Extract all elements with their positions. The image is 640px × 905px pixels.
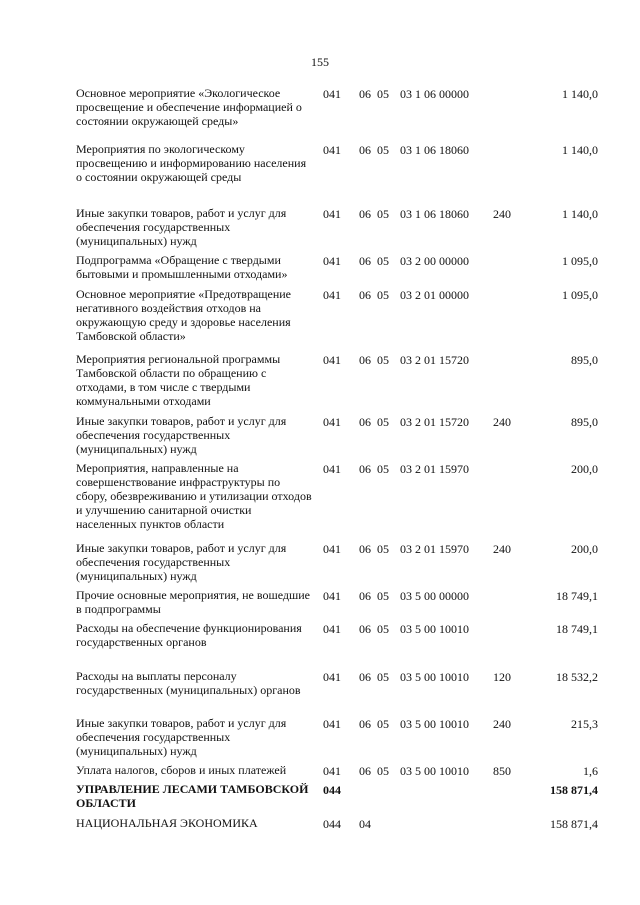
ministry-code: 041 [323,415,341,429]
table-row [76,621,610,669]
table-row [76,716,610,763]
subsection-code: 05 [377,87,389,101]
section-code: 06 [359,670,371,684]
row-name: Иные закупки товаров, работ и услуг для обеспечения государственных (муниципальных) нужд [76,541,287,583]
table-row [76,287,610,352]
target-article-code: 03 1 06 18060 [400,143,469,157]
subsection-code: 05 [377,254,389,268]
table-row [76,588,610,621]
row-name: Мероприятия по экологическому просвещению и информированию населения о состоянии окружающей среды [76,142,307,184]
table-row [76,352,610,414]
target-article-code: 03 2 01 15970 [400,462,469,476]
expense-type-code: 240 [493,542,511,556]
amount: 18 749,1 [556,589,598,603]
section-code: 06 [359,589,371,603]
subsection-code: 05 [377,764,389,778]
table-row [76,816,610,834]
table-row [76,414,610,461]
row-name: Основное мероприятие «Предотвращение негативного воздействия отходов на окружающую среду и здоровье населения Тамбовской области» [76,287,292,343]
table-row [76,763,610,782]
ministry-code: 041 [323,207,341,221]
amount: 1 095,0 [562,254,598,268]
table-row [76,669,610,716]
table-row [76,253,610,287]
subsection-code: 05 [377,542,389,556]
row-name: Иные закупки товаров, работ и услуг для обеспечения государственных (муниципальных) нужд [76,206,287,248]
expense-type-code: 850 [493,764,511,778]
section-code: 06 [359,462,371,476]
section-code: 06 [359,415,371,429]
expense-type-code: 120 [493,670,511,684]
budget-table [76,86,610,834]
target-article-code: 03 2 01 15720 [400,353,469,367]
subsection-code: 05 [377,353,389,367]
row-name: Уплата налогов, сборов и иных платежей [76,763,287,777]
table-row [76,206,610,253]
row-name: УПРАВЛЕНИЕ ЛЕСАМИ ТАМБОВСКОЙ ОБЛАСТИ [76,782,309,810]
section-code: 04 [359,817,371,831]
amount: 895,0 [571,353,598,367]
subsection-code: 05 [377,288,389,302]
ministry-code: 041 [323,353,341,367]
amount: 1 140,0 [562,207,598,221]
amount: 200,0 [571,462,598,476]
table-row [76,782,610,816]
section-code: 06 [359,207,371,221]
ministry-code: 041 [323,542,341,556]
amount: 158 871,4 [550,817,598,831]
section-code: 06 [359,622,371,636]
row-name: Расходы на выплаты персоналу государственных (муниципальных) органов [76,669,301,697]
target-article-code: 03 2 00 00000 [400,254,469,268]
row-name: НАЦИОНАЛЬНАЯ ЭКОНОМИКА [76,816,258,830]
section-code: 06 [359,143,371,157]
target-article-code: 03 5 00 10010 [400,764,469,778]
expense-type-code: 240 [493,415,511,429]
row-name: Иные закупки товаров, работ и услуг для обеспечения государственных (муниципальных) нужд [76,414,287,456]
amount: 895,0 [571,415,598,429]
section-code: 06 [359,542,371,556]
ministry-code: 044 [323,783,341,797]
subsection-code: 05 [377,670,389,684]
subsection-code: 05 [377,717,389,731]
section-code: 06 [359,288,371,302]
table-row [76,541,610,588]
expense-type-code: 240 [493,717,511,731]
ministry-code: 041 [323,622,341,636]
subsection-code: 05 [377,462,389,476]
row-name: Прочие основные мероприятия, не вошедшие в подпрограммы [76,588,310,616]
section-code: 06 [359,717,371,731]
amount: 215,3 [571,717,598,731]
row-name: Основное мероприятие «Экологическое просвещение и обеспечение информацией о состоянии окружающей среды» [76,86,302,128]
target-article-code: 03 5 00 00000 [400,589,469,603]
row-name: Мероприятия, направленные на совершенствование инфраструктуры по сбору, обезвреживанию и утилизации отходов и улучшению санитарной очистки населенных пунктов области [76,461,312,531]
amount: 1,6 [583,764,598,778]
section-code: 06 [359,764,371,778]
target-article-code: 03 2 01 15720 [400,415,469,429]
ministry-code: 041 [323,254,341,268]
target-article-code: 03 5 00 10010 [400,717,469,731]
section-code: 06 [359,353,371,367]
target-article-code: 03 1 06 00000 [400,87,469,101]
amount: 1 140,0 [562,87,598,101]
row-name: Мероприятия региональной программы Тамбовской области по обращению с отходами, в том числе с твердыми коммунальными отходами [76,352,281,408]
ministry-code: 041 [323,87,341,101]
subsection-code: 05 [377,207,389,221]
target-article-code: 03 5 00 10010 [400,622,469,636]
ministry-code: 041 [323,589,341,603]
table-row [76,86,610,142]
section-code: 06 [359,87,371,101]
amount: 1 140,0 [562,143,598,157]
target-article-code: 03 1 06 18060 [400,207,469,221]
subsection-code: 05 [377,622,389,636]
table-row [76,142,610,206]
ministry-code: 041 [323,143,341,157]
ministry-code: 044 [323,817,341,831]
subsection-code: 05 [377,589,389,603]
ministry-code: 041 [323,670,341,684]
ministry-code: 041 [323,764,341,778]
amount: 18 532,2 [556,670,598,684]
section-code: 06 [359,254,371,268]
amount: 158 871,4 [550,783,598,797]
target-article-code: 03 5 00 10010 [400,670,469,684]
table-row [76,461,610,541]
expense-type-code: 240 [493,207,511,221]
ministry-code: 041 [323,717,341,731]
subsection-code: 05 [377,143,389,157]
amount: 18 749,1 [556,622,598,636]
subsection-code: 05 [377,415,389,429]
row-name: Иные закупки товаров, работ и услуг для обеспечения государственных (муниципальных) нужд [76,716,287,758]
amount: 1 095,0 [562,288,598,302]
amount: 200,0 [571,542,598,556]
row-name: Подпрограмма «Обращение с твердыми бытовыми и промышленными отходами» [76,253,288,281]
ministry-code: 041 [323,462,341,476]
row-name: Расходы на обеспечение функционирования государственных органов [76,621,302,649]
target-article-code: 03 2 01 00000 [400,288,469,302]
target-article-code: 03 2 01 15970 [400,542,469,556]
page-number: 155 [311,55,329,69]
ministry-code: 041 [323,288,341,302]
